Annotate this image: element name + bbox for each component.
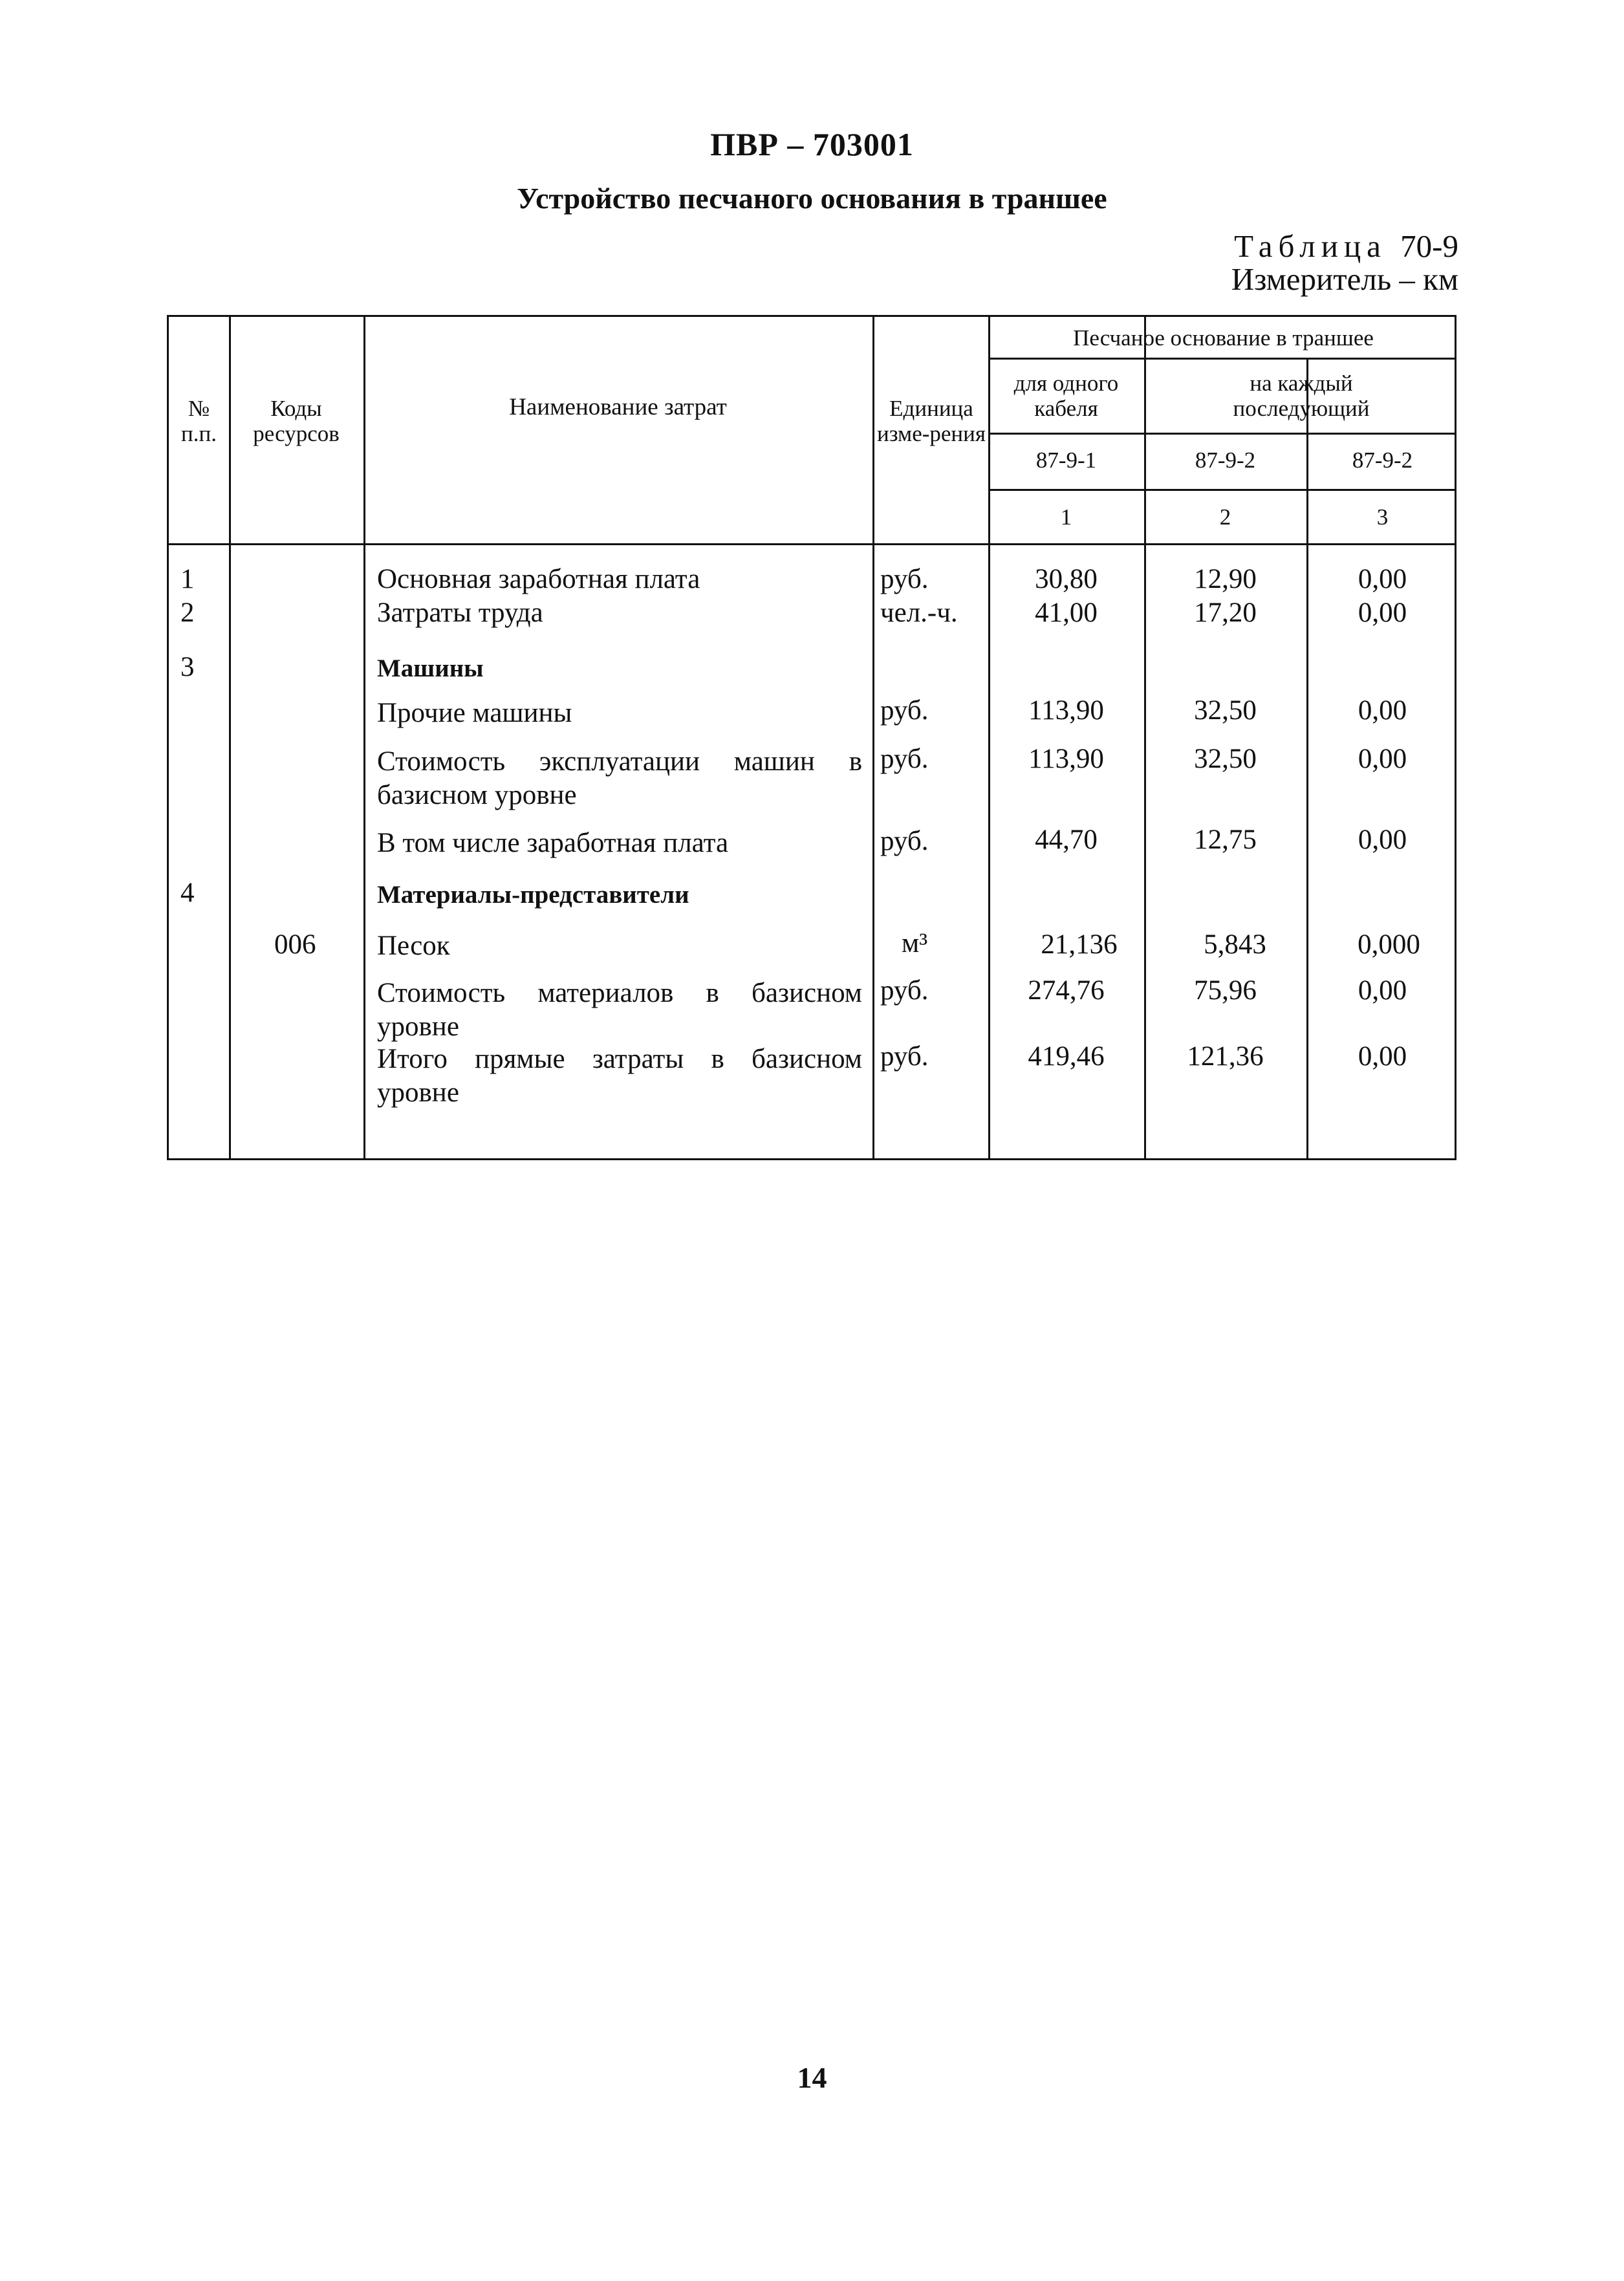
row-value-3: 0,00	[1358, 695, 1407, 726]
row-unit: руб.	[880, 564, 929, 594]
header-code-1: 87-9-1	[1035, 448, 1097, 473]
row-resource-code: 006	[274, 929, 316, 960]
col-divider	[872, 317, 874, 1158]
row-unit: руб.	[880, 826, 929, 856]
row-name: Затраты труда	[377, 598, 543, 628]
row-value-3: 0,00	[1358, 975, 1407, 1006]
row-value-1: 419,46	[1028, 1041, 1105, 1072]
row-unit: руб.	[880, 975, 929, 1006]
row-value-3: 0,000	[1358, 929, 1420, 960]
row-value-3: 0,00	[1358, 564, 1407, 594]
header-sub-first: для одного кабеля	[1013, 371, 1119, 421]
row-name: Стоимость материалов в базисном уровне	[377, 978, 862, 1042]
row-unit: руб.	[880, 695, 929, 726]
row-value-1: 113,90	[1028, 744, 1104, 774]
header-col-number-2: 2	[1219, 504, 1231, 530]
document-title: Устройство песчаного основания в траншее	[517, 182, 1107, 215]
header-name: Наименование затрат	[509, 394, 727, 420]
row-value-1: 30,80	[1035, 564, 1098, 594]
cost-table	[167, 315, 1456, 1160]
section-heading-machines: Машины	[377, 654, 484, 682]
document-code: ПВР – 703001	[710, 126, 914, 162]
header-col-number-3: 3	[1376, 504, 1389, 530]
row-number: 2	[180, 598, 195, 628]
header-divider	[988, 489, 1455, 491]
table-number: 70-9	[1400, 228, 1458, 264]
row-value-2: 121,36	[1187, 1041, 1264, 1072]
row-name: Песок	[377, 931, 450, 961]
row-unit: руб.	[880, 744, 929, 774]
header-code-3: 87-9-2	[1352, 448, 1413, 473]
row-unit: руб.	[880, 1041, 929, 1072]
header-no: № п.п.	[181, 396, 217, 446]
col-divider	[1144, 317, 1146, 1158]
table-label-word: Таблица	[1234, 228, 1387, 264]
row-value-3: 0,00	[1358, 744, 1407, 774]
row-value-2: 75,96	[1194, 975, 1257, 1006]
unit-label: Измеритель – км	[1231, 261, 1458, 297]
header-bottom-line	[169, 543, 1455, 545]
row-value-2: 12,75	[1194, 825, 1257, 855]
header-sub-next: на каждый последующий	[1233, 371, 1370, 421]
row-value-2: 32,50	[1194, 744, 1257, 774]
table-label	[1234, 228, 1458, 265]
row-name: Основная заработная плата	[377, 564, 700, 594]
row-number: 3	[180, 652, 195, 682]
row-name: В том числе заработная плата	[377, 828, 729, 858]
page-number: 14	[797, 2061, 827, 2094]
row-value-1: 113,90	[1028, 695, 1104, 726]
col-divider	[988, 317, 990, 1158]
header-group: Песчаное основание в траншее	[1073, 325, 1374, 351]
row-value-2: 32,50	[1194, 695, 1257, 726]
row-value-1: 21,136	[1041, 929, 1118, 960]
row-value-3: 0,00	[1358, 825, 1407, 855]
col-divider	[363, 317, 365, 1158]
row-unit: чел.-ч.	[880, 598, 958, 628]
section-heading-materials: Материалы-представители	[377, 881, 689, 909]
row-value-1: 274,76	[1028, 975, 1105, 1006]
row-value-2: 17,20	[1194, 598, 1257, 628]
row-value-1: 44,70	[1035, 825, 1098, 855]
header-divider	[988, 433, 1455, 435]
row-value-3: 0,00	[1358, 1041, 1407, 1072]
row-value-2: 5,843	[1204, 929, 1266, 960]
header-code-2: 87-9-2	[1195, 448, 1256, 473]
row-name: Стоимость эксплуатации машин в базисном уровне	[377, 746, 862, 810]
row-name: Итого прямые затраты в базисном уровне	[377, 1044, 862, 1108]
row-value-3: 0,00	[1358, 598, 1407, 628]
header-codes: Коды ресурсов	[253, 396, 340, 446]
header-unit: Единица изме-рения	[877, 396, 986, 446]
row-value-2: 12,90	[1194, 564, 1257, 594]
header-divider	[988, 358, 1455, 360]
row-value-1: 41,00	[1035, 598, 1098, 628]
row-name: Прочие машины	[377, 698, 572, 728]
row-number: 1	[180, 564, 195, 594]
row-unit: м³	[902, 928, 928, 958]
row-number: 4	[180, 878, 195, 908]
header-col-number-1: 1	[1060, 504, 1072, 530]
